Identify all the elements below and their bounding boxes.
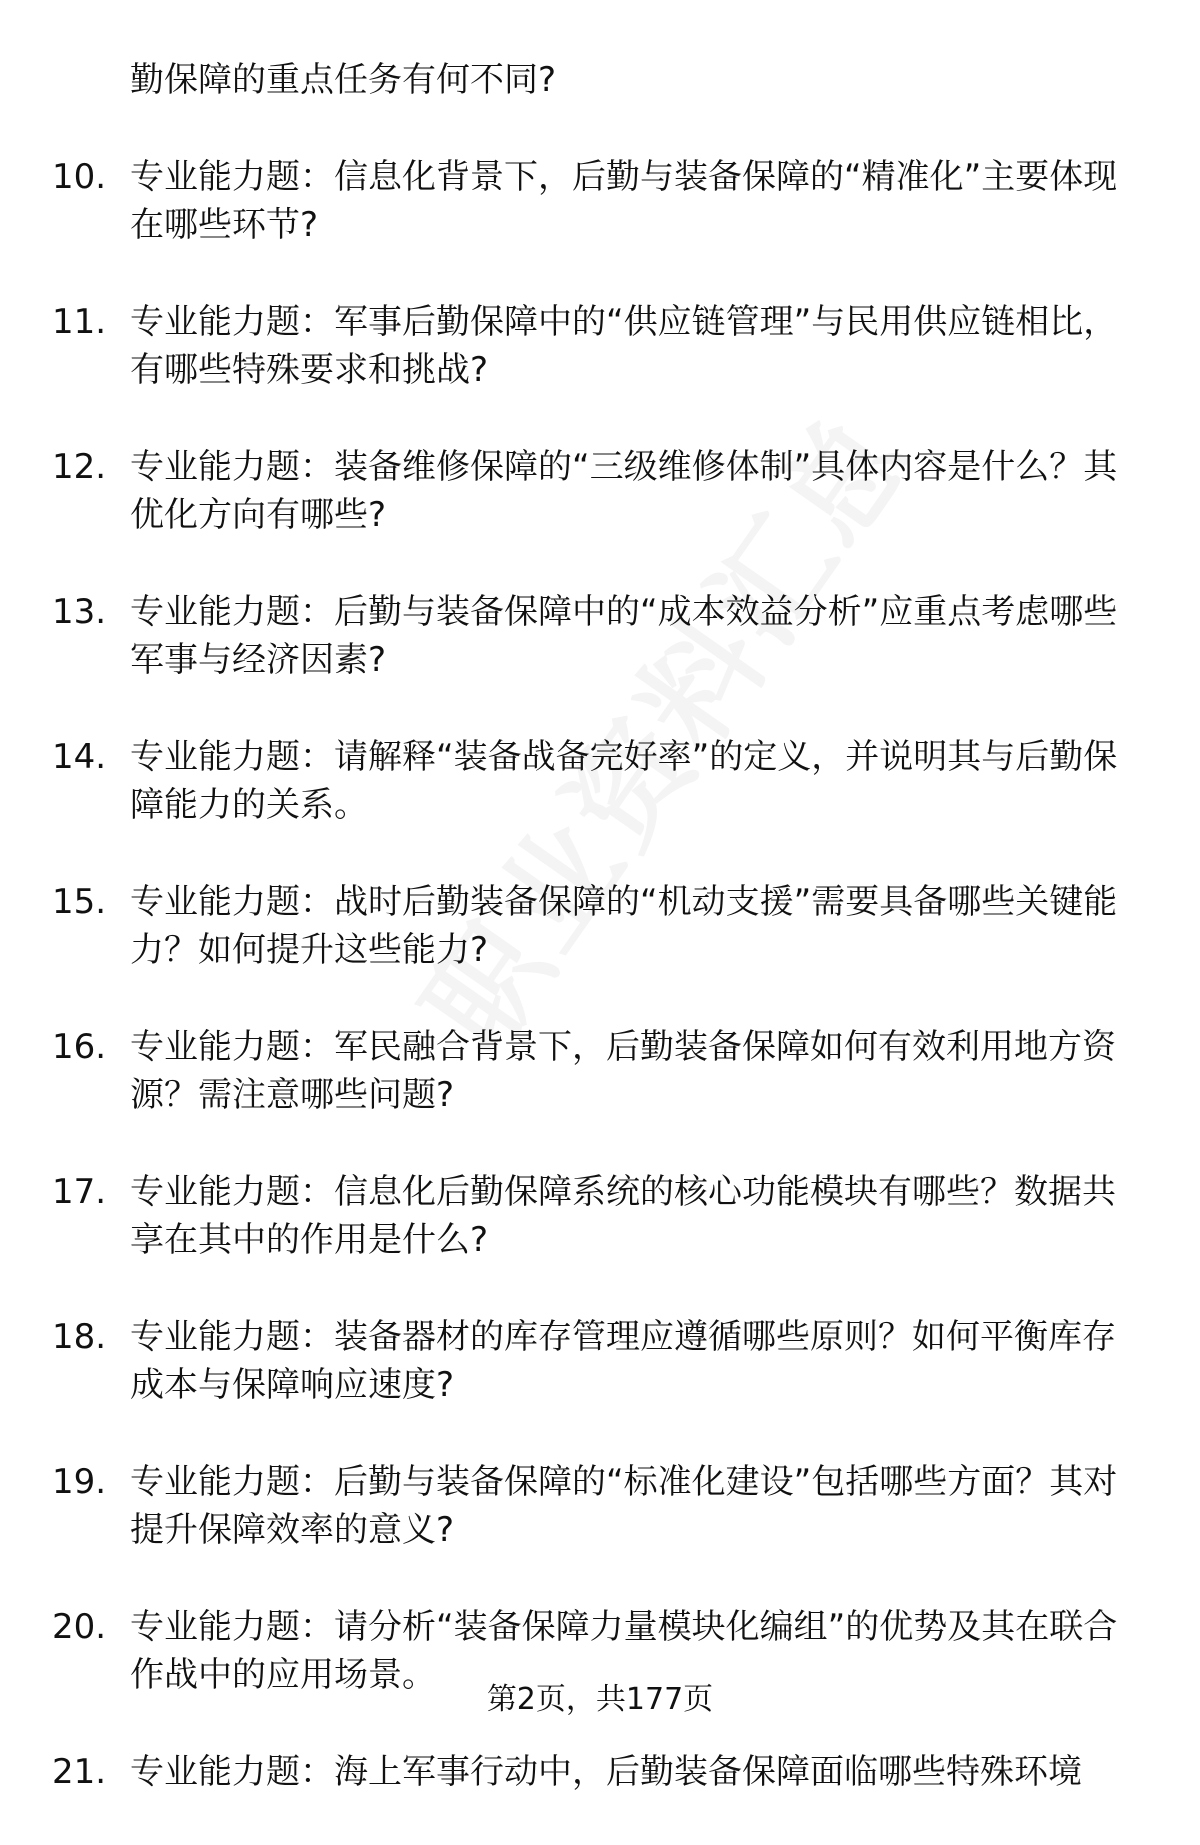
question-number: 15. <box>52 882 107 922</box>
question-item <box>0 298 1200 394</box>
question-number: 10. <box>52 157 107 197</box>
question-text: 专业能力题：装备器材的库存管理应遵循哪些原则？如何平衡库存成本与保障响应速度? <box>130 1317 1116 1405</box>
question-number: 17. <box>52 1172 107 1212</box>
question-text: 专业能力题：信息化背景下，后勤与装备保障的“精准化”主要体现在哪些环节? <box>130 157 1118 245</box>
page-footer: 第2页，共177页 <box>486 1682 714 1717</box>
question-item <box>0 1458 1200 1554</box>
question-number: 12. <box>52 447 107 487</box>
question-number: 14. <box>52 737 107 777</box>
question-number: 19. <box>52 1462 107 1502</box>
question-item <box>0 443 1200 539</box>
question-text: 专业能力题：请解释“装备战备完好率”的定义，并说明其与后勤保障能力的关系。 <box>130 737 1118 825</box>
question-item <box>0 588 1200 684</box>
question-number: 20. <box>52 1607 107 1647</box>
question-item <box>0 1313 1200 1409</box>
question-text: 专业能力题：战时后勤装备保障的“机动支援”需要具备哪些关键能力？如何提升这些能力? <box>130 882 1118 970</box>
question-text: 专业能力题：后勤与装备保障的“标准化建设”包括哪些方面？其对提升保障效率的意义? <box>130 1462 1118 1550</box>
question-text: 专业能力题：后勤与装备保障中的“成本效益分析”应重点考虑哪些军事与经济因素? <box>130 592 1118 680</box>
question-text: 专业能力题：请分析“装备保障力量模块化编组”的优势及其在联合作战中的应用场景。 <box>130 1607 1118 1695</box>
question-number: 21. <box>52 1752 107 1792</box>
document-content <box>0 56 1200 1845</box>
question-item <box>0 1168 1200 1264</box>
question-item <box>0 878 1200 974</box>
question-text: 专业能力题：军事后勤保障中的“供应链管理”与民用供应链相比，有哪些特殊要求和挑战? <box>130 302 1118 390</box>
question-text: 专业能力题：装备维修保障的“三级维修体制”具体内容是什么？其优化方向有哪些? <box>130 447 1118 535</box>
question-number: 16. <box>52 1027 107 1067</box>
question-number: 11. <box>52 302 107 342</box>
question-text: 专业能力题：海上军事行动中，后勤装备保障面临哪些特殊环境 <box>130 1752 1082 1792</box>
question-text: 专业能力题：信息化后勤保障系统的核心功能模块有哪些？数据共享在其中的作用是什么? <box>130 1172 1116 1260</box>
question-list <box>0 153 1200 1796</box>
question-item <box>0 153 1200 249</box>
question-item <box>0 1023 1200 1119</box>
question-number: 18. <box>52 1317 107 1357</box>
question-item <box>0 1748 1200 1796</box>
continued-question-text: 勤保障的重点任务有何不同? <box>130 60 557 100</box>
question-text: 专业能力题：军民融合背景下，后勤装备保障如何有效利用地方资源？需注意哪些问题? <box>130 1027 1116 1115</box>
question-item <box>0 733 1200 829</box>
question-number: 13. <box>52 592 107 632</box>
